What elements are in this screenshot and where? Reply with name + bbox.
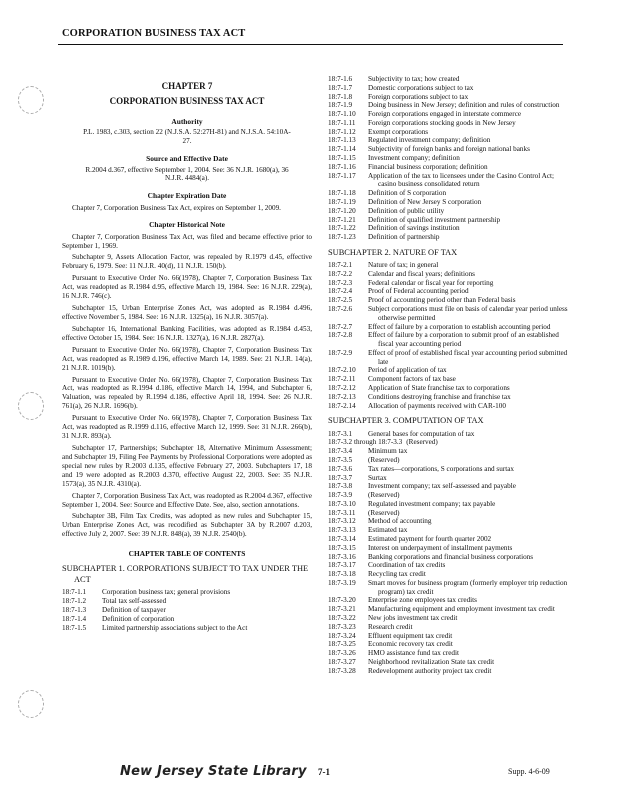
- section-number: 18:7-2.4: [328, 287, 353, 296]
- history-paragraph: Pursuant to Executive Order No. 66(1978), Chapter 7, Corporation Business Tax Act, was readopted as R.1989 d.196, effective March 14, 1989. See: 21 N.J.R. 14(a), 21 N.J.R. 1019(b).: [62, 345, 312, 372]
- right-column: [328, 75, 568, 676]
- punch-hole: [18, 86, 44, 114]
- section-number: 18:7-2.8: [328, 331, 353, 340]
- section-number: 18:7-1.7: [328, 83, 353, 92]
- toc-entry: [328, 500, 568, 509]
- toc-entry: [328, 224, 568, 233]
- section-number: 18:7-1.10: [328, 110, 356, 119]
- chapter-title: CORPORATION BUSINESS TAX ACT: [109, 96, 265, 107]
- toc-entry: [328, 323, 568, 332]
- section-title: Regulated investment company; definition: [368, 136, 491, 145]
- toc-entry: [328, 640, 568, 649]
- toc-entry: [328, 438, 568, 447]
- toc-entry: [328, 465, 568, 474]
- left-column: [62, 75, 312, 633]
- section-title: Minimum tax: [368, 447, 408, 456]
- authority-heading: Authority: [171, 117, 203, 127]
- section-title: Definition of savings institution: [368, 224, 460, 233]
- section-number: 18:7-1.19: [328, 197, 356, 206]
- toc-entry: [328, 553, 568, 562]
- toc-entry: [328, 447, 568, 456]
- toc-entry: [328, 517, 568, 526]
- history-paragraph: Chapter 7, Corporation Business Tax Act, was readopted as R.2004 d.367, effective September 1, 2004. See: Source and Effective Date. See, also, section annotations.: [62, 491, 312, 509]
- toc-entry: [328, 366, 568, 375]
- section-title: Definition of S corporation: [368, 189, 447, 198]
- section-title: Redevelopment authority project tax credit: [368, 666, 492, 675]
- section-title: Recycling tax credit: [368, 570, 426, 579]
- toc-entry: [328, 101, 568, 110]
- chapter-number: CHAPTER 7: [161, 81, 213, 91]
- history-heading: Chapter Historical Note: [149, 220, 225, 230]
- toc-entry: [328, 375, 568, 384]
- history-paragraph: Pursuant to Executive Order No. 66(1978), Chapter 7, Corporation Business Tax Act, was readopted as R.1994 d.186, effective March 14, 1994, and Subchapter 6, Valuation, was repealed by R.1994 d.186, effective April 18, 1994. See: 26 N.J.R. 761(a), 26 N.J.R. 1696(b).: [62, 375, 312, 411]
- section-title: Investment company; tax self-assessed and payable: [368, 482, 516, 491]
- toc-entry: [328, 261, 568, 270]
- section-title: Limited partnership associations subject to the Act: [102, 623, 248, 632]
- section-title: Research credit: [368, 622, 413, 631]
- subchapter-3-heading: SUBCHAPTER 3. COMPUTATION OF TAX: [328, 416, 484, 426]
- history-paragraph: Subchapter 15, Urban Enterprise Zones Act, was adopted as R.1984 d.496, effective November 5, 1984. See: 16 N.J.R. 1325(a), 16 N.J.R. 3057(a).: [62, 304, 312, 321]
- toc-list: [328, 430, 568, 676]
- toc-entry: [328, 279, 568, 288]
- toc-entry: [328, 570, 568, 579]
- toc-entry: [328, 136, 568, 145]
- section-title: Definition of New Jersey S corporation: [368, 197, 482, 206]
- toc-entry: [328, 430, 568, 439]
- section-title: Method of accounting: [368, 517, 432, 526]
- section-title: Subjectivity to tax; how created: [368, 75, 460, 83]
- section-number: 18:7-2.13: [328, 392, 356, 401]
- toc-entry: [328, 482, 568, 491]
- section-title: Foreign corporations subject to tax: [368, 92, 469, 101]
- source-text: R.2004 d.367, effective September 1, 2004. See: 36 N.J.R. 1680(a), 36 N.J.R. 4484(a).: [85, 165, 289, 183]
- section-number: 18:7-3.5: [328, 455, 353, 464]
- section-number: 18:7-2.1: [328, 261, 353, 270]
- section-title: Effluent equipment tax credit: [368, 631, 453, 640]
- section-number: 18:7-3.9: [328, 491, 353, 500]
- toc-entry: [328, 456, 568, 465]
- history-paragraph: Pursuant to Executive Order No. 66(1978), Chapter 7, Corporation Business Tax Act, was readopted as R.1999 d.116, effective March 12, 1999. See: 31 N.J.R. 266(b), 31 N.J.R. 893(a).: [62, 414, 312, 441]
- toc-entry: [328, 145, 568, 154]
- history-paragraph: Chapter 7, Corporation Business Tax Act, was filed and became effective prior to September 1, 1969.: [62, 232, 312, 250]
- toc-entry: [328, 561, 568, 570]
- section-number: 18:7-3.2 through 18:7-3.3: [328, 438, 403, 447]
- toc-entry: [328, 305, 568, 323]
- section-title: Domestic corporations subject to tax: [368, 83, 474, 92]
- page-footer: [0, 764, 617, 784]
- section-number: 18:7-3.23: [328, 622, 356, 631]
- section-number: 18:7-3.13: [328, 526, 356, 535]
- section-title: Application of State franchise tax to corporations: [368, 384, 510, 393]
- section-title: Corporation business tax; general provisions: [102, 588, 231, 597]
- section-number: 18:7-1.18: [328, 189, 356, 198]
- authority-text: P.L. 1983, c.303, section 22 (N.J.S.A. 52:27H-81) and N.J.S.A. 54:10A-27.: [83, 128, 291, 146]
- supplement-date: Supp. 4-6-09: [508, 767, 550, 776]
- section-number: 18:7-2.5: [328, 296, 353, 305]
- section-title: Estimated payment for fourth quarter 2002: [368, 535, 492, 543]
- section-number: 18:7-2.3: [328, 278, 353, 287]
- section-title: Calendar and fiscal years; definitions: [368, 269, 475, 278]
- section-number: 18:7-2.10: [328, 366, 356, 375]
- toc-entry: [328, 526, 568, 535]
- toc-entry: [328, 579, 568, 597]
- section-title: Coordination of tax credits: [368, 561, 446, 570]
- section-title: Exempt corporations: [368, 127, 429, 136]
- section-title: Subject corporations must file on basis of calendar year period unless otherwise permitted: [368, 305, 568, 322]
- toc-entry: [62, 624, 312, 633]
- section-title: Proof of accounting period other than Federal basis: [368, 296, 516, 305]
- running-header: CORPORATION BUSINESS TAX ACT: [62, 28, 246, 39]
- section-number: 18:7-1.22: [328, 224, 356, 233]
- toc-entry: [328, 270, 568, 279]
- section-title: Smart moves for business program (formerly employer trip reduction program) tax credit: [368, 578, 568, 596]
- history-paragraph: Subchapter 16, International Banking Facilities, was adopted as R.1984 d.453, effective October 15, 1984. See: 16 N.J.R. 1327(a), 16 N.J.R. 2827(a).: [62, 324, 312, 342]
- section-number: 18:7-2.7: [328, 322, 353, 331]
- section-title: Foreign corporations engaged in interstate commerce: [368, 110, 522, 119]
- section-title: HMO assistance fund tax credit: [368, 649, 460, 658]
- history-paragraph: Pursuant to Executive Order No. 66(1978), Chapter 7, Corporation Business Tax Act, was readopted as R.1984 d.95, effective March 19, 1984. See: 16 N.J.R. 229(a), 16 N.J.R. 746(c).: [62, 274, 312, 301]
- section-number: 18:7-3.24: [328, 631, 356, 640]
- section-number: 18:7-1.21: [328, 215, 356, 224]
- section-title: Definition of partnership: [368, 233, 440, 242]
- history-paragraph: Subchapter 17, Partnerships; Subchapter 18, Alternative Minimum Assessment; and Subchapter 19, Filing Fee Payments by Professional Corporations were adopted as special new rules by R.2003 d.135, effective February 27, 2003. Subchapters 17, 18 and 19 were adopted as R.2003 d.370, effective August 22, 2003. See: 35 N.J.R. 1573(a), 35 N.J.R. 4310(a).: [62, 443, 312, 488]
- section-number: 18:7-1.6: [328, 75, 353, 83]
- punch-hole: [18, 392, 44, 420]
- section-title: Component factors of tax base: [368, 375, 456, 384]
- section-number: 18:7-3.1: [328, 429, 353, 438]
- toc-entry: [328, 154, 568, 163]
- toc-entry: [328, 163, 568, 172]
- section-title: Definition of qualified investment partnership: [368, 215, 501, 224]
- section-number: 18:7-1.2: [62, 597, 87, 606]
- section-number: 18:7-3.6: [328, 464, 353, 473]
- toc-entry: [62, 606, 312, 615]
- history-paragraph: Subchapter 9, Assets Allocation Factor, was repealed by R.1979 d.45, effective February 6, 1979. See: 11 N.J.R. 40(d), 11 N.J.R. 150(b).: [62, 253, 312, 271]
- toc-list: [328, 261, 568, 410]
- section-number: 18:7-1.14: [328, 145, 356, 154]
- section-title: Application of the tax to licensees under the Casino Control Act; casino business consolidated return: [368, 171, 555, 189]
- history-notes: [62, 233, 312, 540]
- section-title: Doing business in New Jersey; definition and rules of construction: [368, 101, 560, 110]
- toc-list: [328, 75, 568, 242]
- section-number: 18:7-1.12: [328, 127, 356, 136]
- section-number: 18:7-2.12: [328, 384, 356, 393]
- subchapter-1-heading: SUBCHAPTER 1. CORPORATIONS SUBJECT TO TAX UNDER THE ACT: [62, 564, 309, 584]
- section-number: 18:7-3.26: [328, 649, 356, 658]
- toc-entry: [328, 331, 568, 349]
- section-number: 18:7-1.20: [328, 206, 356, 215]
- section-title: Definition of taxpayer: [102, 606, 166, 615]
- section-title: Economic recovery tax credit: [368, 640, 453, 649]
- toc-entry: [328, 544, 568, 553]
- section-title: Estimated tax: [368, 526, 408, 535]
- punch-hole: [18, 690, 44, 718]
- section-number: 18:7-2.6: [328, 305, 353, 313]
- toc-entry: [62, 597, 312, 606]
- expiration-heading: Chapter Expiration Date: [147, 191, 227, 201]
- section-number: 18:7-1.3: [62, 606, 87, 615]
- toc-list: [62, 588, 312, 633]
- toc-entry: [328, 93, 568, 102]
- toc-entry: [328, 667, 568, 676]
- section-title: Banking corporations and financial business corporations: [368, 552, 534, 561]
- section-title: (Reserved): [406, 438, 438, 447]
- section-title: Investment company; definition: [368, 154, 460, 163]
- toc-entry: [328, 658, 568, 667]
- section-title: Neighborhood revitalization State tax credit: [368, 657, 495, 666]
- section-number: 18:7-3.10: [328, 499, 356, 508]
- toc-entry: [328, 296, 568, 305]
- section-number: 18:7-2.9: [328, 348, 353, 357]
- section-title: Foreign corporations stocking goods in New Jersey: [368, 118, 516, 127]
- toc-entry: [328, 393, 568, 402]
- section-title: Total tax self-assessed: [102, 597, 167, 606]
- section-title: Definition of public utility: [368, 206, 445, 215]
- section-title: Federal calendar or fiscal year for reporting: [368, 278, 494, 287]
- section-title: Effect of failure by a corporation to establish accounting period: [368, 322, 551, 331]
- section-number: 18:7-1.9: [328, 101, 353, 110]
- section-title: Allocation of payments received with CAR-100: [368, 401, 506, 410]
- toc-entry: [328, 128, 568, 137]
- page-number: 7-1: [318, 767, 330, 777]
- section-number: 18:7-3.27: [328, 657, 356, 666]
- section-title: Proof of Federal accounting period: [368, 287, 469, 296]
- section-title: Period of application of tax: [368, 366, 447, 375]
- toc-entry: [62, 615, 312, 624]
- section-title: Effect of failure by a corporation to submit proof of an established fiscal year accounting period: [368, 331, 559, 349]
- section-number: 18:7-1.13: [328, 136, 356, 145]
- toc-entry: [328, 119, 568, 128]
- toc-entry: [328, 287, 568, 296]
- toc-entry: [328, 632, 568, 641]
- toc-entry: [328, 402, 568, 411]
- section-number: 18:7-1.15: [328, 154, 356, 163]
- section-number: 18:7-3.18: [328, 570, 356, 579]
- toc-entry: [328, 535, 568, 544]
- section-title: (Reserved): [368, 455, 400, 464]
- header-rule: [58, 44, 563, 45]
- section-title: (Reserved): [368, 508, 400, 517]
- section-number: 18:7-1.5: [62, 623, 87, 632]
- toc-entry: [328, 216, 568, 225]
- section-title: New jobs investment tax credit: [368, 614, 458, 623]
- toc-entry: [328, 110, 568, 119]
- section-number: 18:7-1.4: [62, 614, 87, 623]
- section-number: 18:7-2.14: [328, 401, 356, 410]
- toc-entry: [328, 649, 568, 658]
- section-number: 18:7-1.16: [328, 162, 356, 171]
- toc-entry: [328, 474, 568, 483]
- section-title: Definition of corporation: [102, 614, 175, 623]
- section-number: 18:7-2.2: [328, 269, 353, 278]
- history-paragraph: Subchapter 3B, Film Tax Credits, was adopted as new rules and Subchapter 15, Urban Enterprise Zones Act, was recodified as Subchapter 3A by R.2007 d.203, effective July 2, 2007. See: 39 N.J.R. 848(a), 39 N.J.R. 2540(b).: [62, 512, 312, 539]
- section-number: 18:7-3.22: [328, 614, 356, 623]
- section-title: Subjectivity of foreign banks and foreign national banks: [368, 145, 530, 154]
- section-number: 18:7-1.17: [328, 171, 356, 180]
- section-title: Nature of tax; in general: [368, 261, 439, 270]
- section-number: 18:7-1.8: [328, 92, 353, 101]
- section-title: (Reserved): [368, 491, 400, 500]
- section-title: Tax rates—corporations, S corporations and surtax: [368, 464, 515, 473]
- section-title: Conditions destroying franchise and franchise tax: [368, 392, 511, 401]
- toc-entry: [328, 596, 568, 605]
- toc-entry: [328, 605, 568, 614]
- expiration-text: Chapter 7, Corporation Business Tax Act, expires on September 1, 2009.: [72, 203, 281, 212]
- toc-entry: [328, 233, 568, 242]
- toc-entry: [328, 84, 568, 93]
- section-title: Surtax: [368, 473, 387, 482]
- toc-heading: CHAPTER TABLE OF CONTENTS: [128, 549, 246, 559]
- toc-entry: [328, 614, 568, 623]
- toc-entry: [328, 509, 568, 518]
- toc-entry: [328, 172, 568, 190]
- toc-entry: [328, 349, 568, 367]
- section-title: Interest on underpayment of installment payments: [368, 543, 513, 552]
- section-number: 18:7-3.19: [328, 578, 356, 587]
- section-number: 18:7-3.12: [328, 517, 356, 526]
- section-number: 18:7-3.11: [328, 508, 356, 517]
- library-stamp: New Jersey State Library: [120, 764, 307, 779]
- toc-entry: [62, 588, 312, 597]
- section-number: 18:7-3.4: [328, 447, 353, 456]
- section-number: 18:7-3.15: [328, 543, 356, 552]
- section-number: 18:7-1.1: [62, 588, 87, 597]
- section-title: Financial business corporation; definition: [368, 162, 488, 171]
- source-heading: Source and Effective Date: [146, 154, 228, 164]
- section-number: 18:7-3.8: [328, 482, 353, 491]
- section-number: 18:7-3.25: [328, 640, 356, 649]
- section-number: 18:7-1.11: [328, 118, 356, 127]
- toc-entry: [328, 623, 568, 632]
- toc-entry: [328, 491, 568, 500]
- section-number: 18:7-2.11: [328, 375, 356, 384]
- section-number: 18:7-3.17: [328, 561, 356, 570]
- section-title: Manufacturing equipment and employment investment tax credit: [368, 605, 555, 614]
- section-title: Regulated investment company; tax payable: [368, 499, 496, 508]
- toc-entry: [328, 207, 568, 216]
- subchapter-2-heading: SUBCHAPTER 2. NATURE OF TAX: [328, 247, 458, 257]
- section-number: 18:7-3.14: [328, 535, 356, 543]
- section-number: 18:7-3.28: [328, 666, 356, 675]
- toc-entry: [328, 75, 568, 84]
- section-number: 18:7-3.20: [328, 596, 356, 605]
- section-number: 18:7-3.21: [328, 605, 356, 614]
- toc-entry: [328, 384, 568, 393]
- section-title: Effect of proof of established fiscal year accounting period submitted late: [368, 348, 568, 366]
- section-number: 18:7-3.7: [328, 473, 353, 482]
- section-number: 18:7-1.23: [328, 233, 356, 242]
- section-title: Enterprise zone employees tax credits: [368, 596, 477, 605]
- section-title: General bases for computation of tax: [368, 429, 475, 438]
- toc-entry: [328, 198, 568, 207]
- toc-entry: [328, 189, 568, 198]
- section-number: 18:7-3.16: [328, 552, 356, 561]
